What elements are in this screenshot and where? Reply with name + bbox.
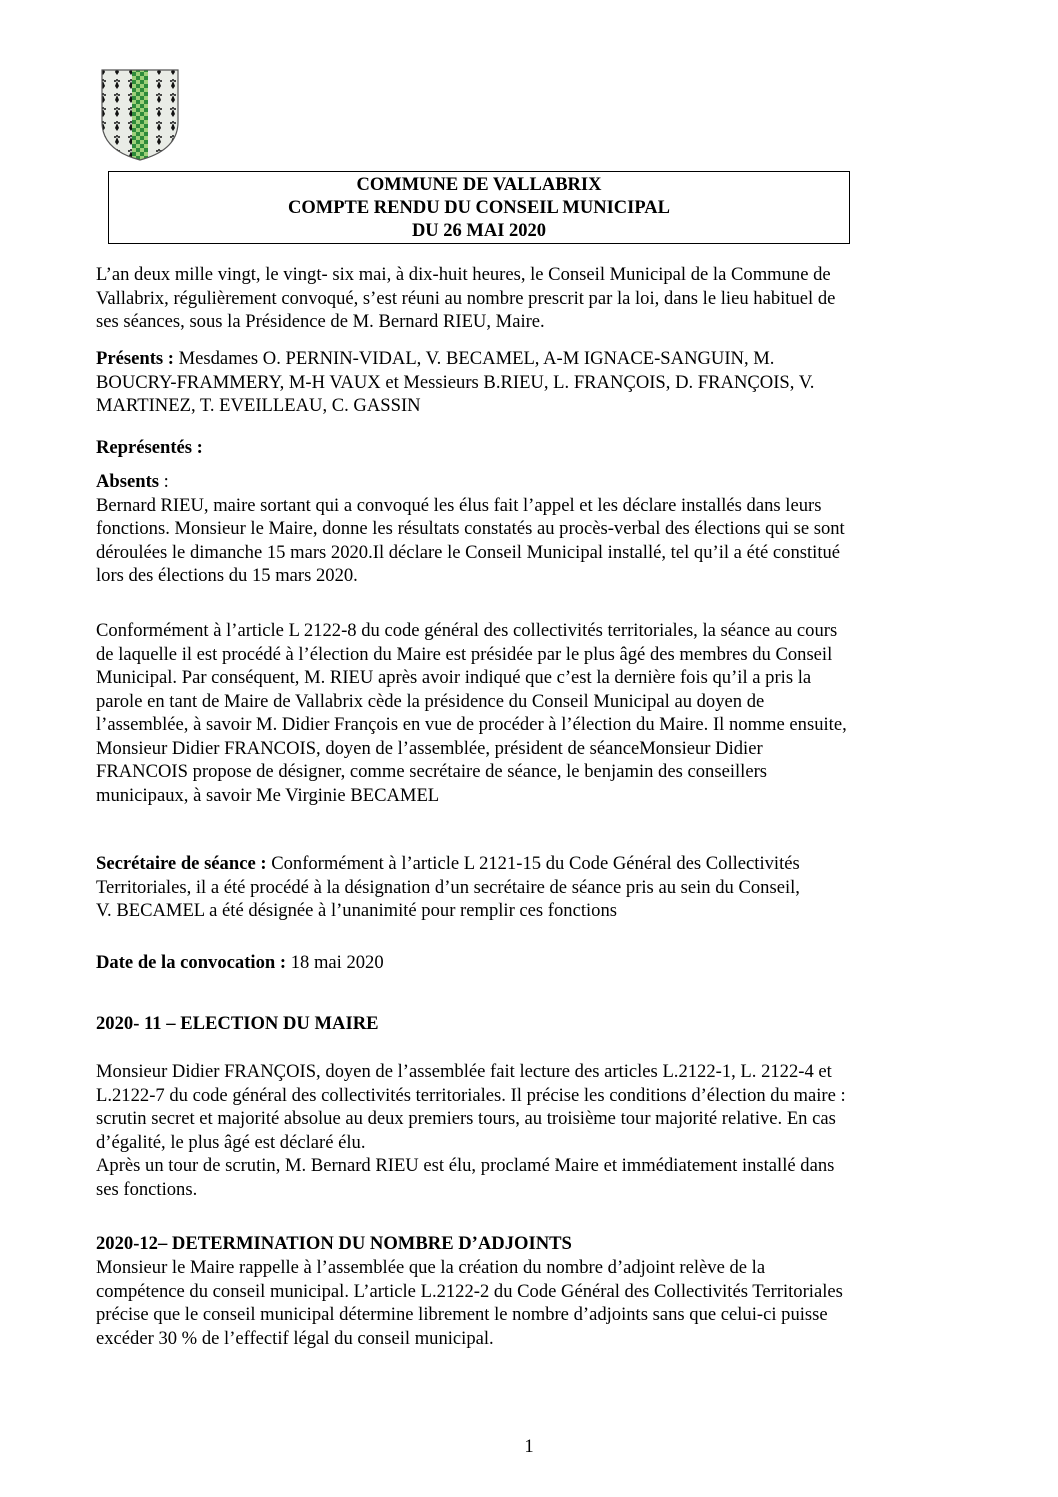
section-12-title: 2020-12– DETERMINATION DU NOMBRE D’ADJOINTS — [96, 1233, 572, 1254]
document-title-box — [108, 171, 850, 244]
secretaire-paragraph: Secrétaire de séance : Conformément à l’article L 2121-15 du Code Général des Collectivités Territoriales, il a été procédé à la désignation d’un secrétaire de séance pris au sein du Conseil, V. BECAMEL a été désignée à l’unanimité pour remplir ces fonctions — [96, 853, 800, 921]
commune-crest-icon — [96, 64, 184, 164]
absents-paragraph: Absents : Bernard RIEU, maire sortant qui a convoqué les élus fait l’appel et les déclare installés dans leurs fonctions. Monsieur le Maire, donne les résultats constatés au procès-verbal des élections qui se sont déroulées le dimanche 15 mars 2020.Il déclare le Conseil Municipal installé, tel qu’il a été constitué lors des élections du 15 mars 2020. — [96, 471, 845, 586]
convocation-label: Date de la convocation : — [96, 952, 287, 973]
title-commune: COMMUNE DE VALLABRIX — [356, 175, 602, 195]
section-11-title: 2020- 11 – ELECTION DU MAIRE — [96, 1013, 379, 1034]
page-number: 1 — [524, 1436, 534, 1457]
absents-label: Absents — [96, 471, 160, 492]
secretaire-label: Secrétaire de séance : — [96, 853, 267, 874]
section-11-body: Monsieur Didier FRANÇOIS, doyen de l’assemblée fait lecture des articles L.2122-1, L. 2122-4 et L.2122-7 du code général des collectivités territoriales. Il précise les conditions d’élection du maire : scrutin secret et majorité absolue au deux premiers tours, au troisième tour majorité relative. En cas d’égalité, le plus âgé est déclaré élu. Après un tour de scrutin, M. Bernard RIEU est élu, proclamé Maire et immédiatement installé dans ses fonctions. — [96, 1061, 846, 1200]
convocation-paragraph — [96, 951, 980, 975]
section-12-body: Monsieur le Maire rappelle à l’assemblée que la création du nombre d’adjoint relève de la compétence du conseil municipal. L’article L.2122-2 du Code Général des Collectivités Territoriales précise que le conseil municipal détermine librement le nombre d’adjoints sans que celui-ci puisse excéder 30 % de l’effectif légal du conseil municipal. — [96, 1257, 843, 1349]
title-compte-rendu: COMPTE RENDU DU CONSEIL MUNICIPAL — [287, 198, 670, 218]
title-date: DU 26 MAI 2020 — [411, 221, 547, 241]
presents-label: Présents : — [96, 348, 174, 369]
presents-paragraph: Présents : Mesdames O. PERNIN-VIDAL, V. BECAMEL, A-M IGNACE-SANGUIN, M. BOUCRY-FRAMMERY, M-H VAUX et Messieurs B.RIEU, L. FRANÇOIS, D. FRANÇOIS, V. MARTINEZ, T. EVEILLEAU, C. GASSIN — [96, 348, 815, 416]
representes-paragraph — [96, 436, 980, 460]
conformement-paragraph: Conformément à l’article L 2122-8 du code général des collectivités territoriales, la séance au cours de laquelle il est procédé à l’élection du Maire est présidée par le plus âgé des membres du Conseil Municipal. Par conséquent, M. RIEU après avoir indiqué que c’est la dernière fois qu’il a pris la parole en tant de Maire de Vallabrix cède la présidence du Conseil Municipal au doyen de l’assemblée, à savoir M. Didier François en vue de procéder à l’élection du Maire. Il nomme ensuite, Monsieur Didier FRANCOIS, doyen de l’assemblée, président de séanceMonsieur Didier FRANCOIS propose de désigner, comme secrétaire de séance, le benjamin des conseillers municipaux, à savoir Me Virginie BECAMEL — [96, 620, 847, 806]
intro-paragraph: L’an deux mille vingt, le vingt- six mai, à dix-huit heures, le Conseil Municipal de la Commune de Vallabrix, régulièrement convoqué, s’est réuni au nombre prescrit par la loi, dans le lieu habituel de ses séances, sous la Présidence de M. Bernard RIEU, Maire. — [96, 264, 836, 332]
representes-label: Représentés : — [96, 437, 203, 458]
convocation-date: 18 mai 2020 — [286, 952, 384, 973]
